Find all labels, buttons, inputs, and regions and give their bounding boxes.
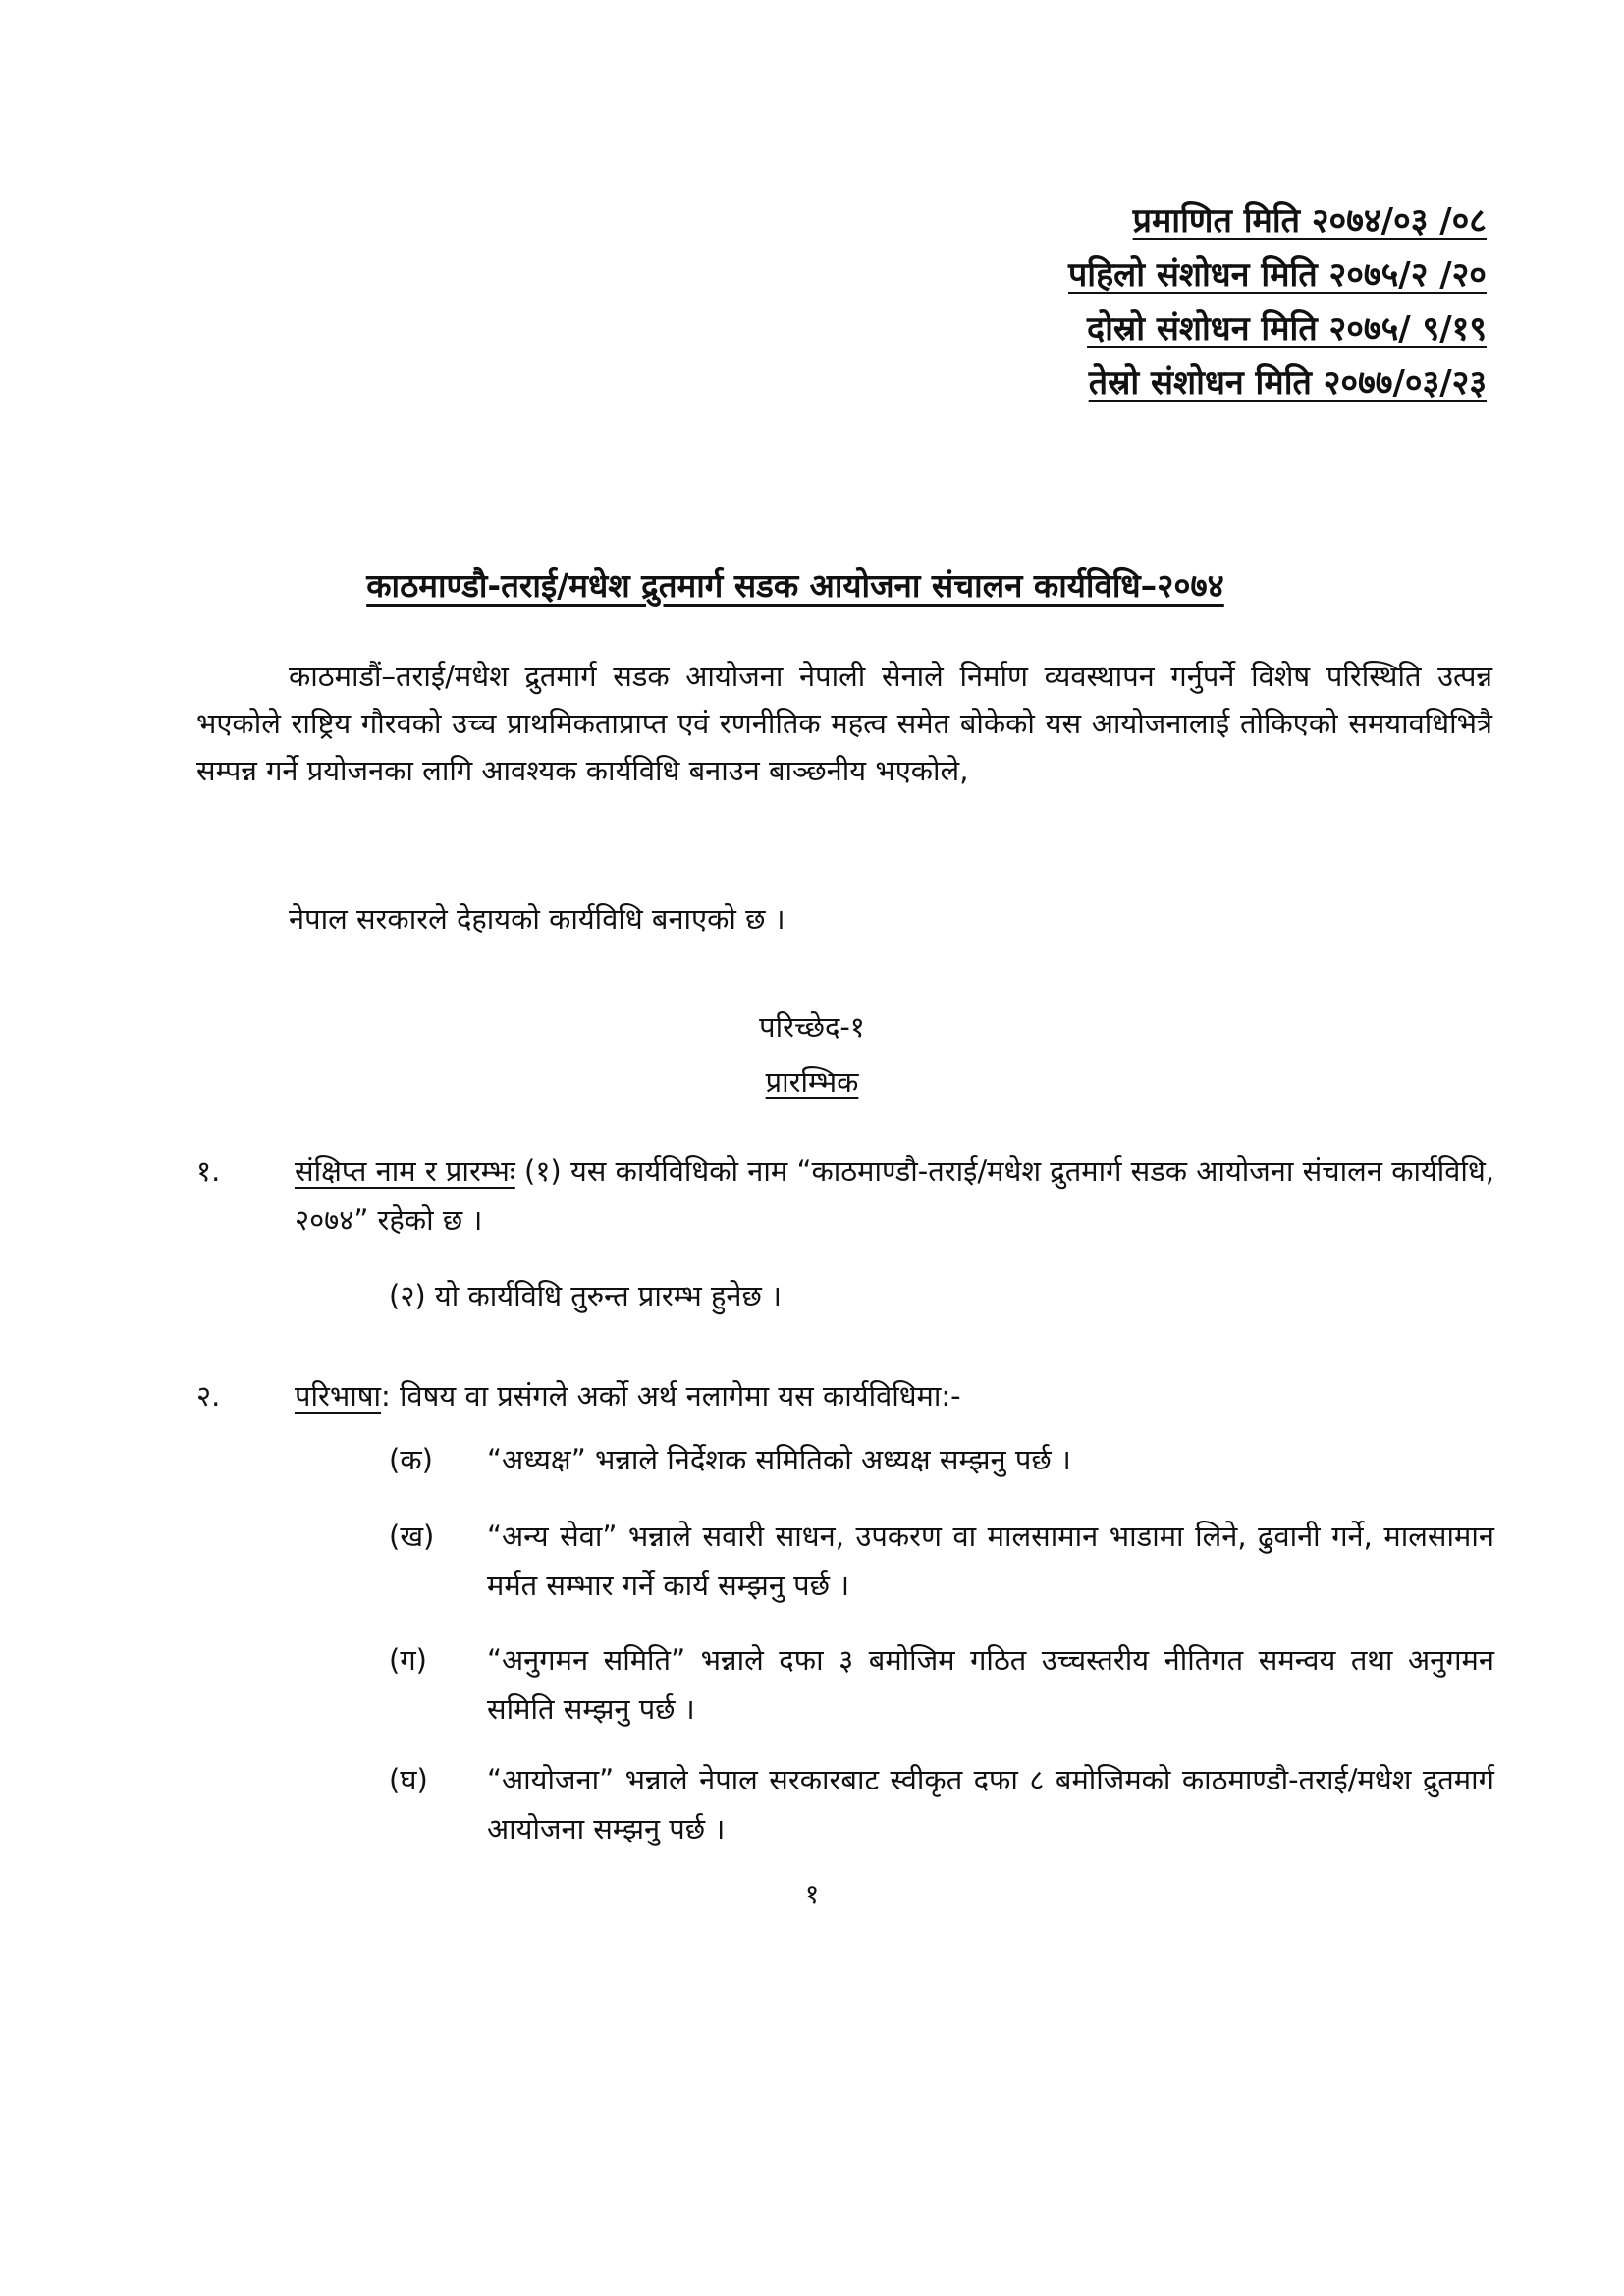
- chapter-number: परिच्छेद-१: [759, 1010, 865, 1043]
- clause-text: “आयोजना” भन्नाले नेपाल सरकारबाट स्वीकृत दफा ८ बमोजिमको काठमाण्डौ-तराई/मधेश द्रुतमार्ग आयोजना सम्झनु पर्छ ।: [487, 1763, 1494, 1845]
- second-amendment-date: दोस्रो संशोधन मिति २०७५/ ९/१९: [1087, 309, 1487, 348]
- page-number: १: [804, 1878, 820, 1910]
- section-1-subsection-2: (२) यो कार्यविधि तुरुन्त प्रारम्भ हुनेछ ।: [389, 1279, 783, 1312]
- section-body: [295, 1371, 1494, 1420]
- clause-label: (घ): [389, 1763, 428, 1796]
- definition-clause: [389, 1512, 1494, 1610]
- certified-date: प्रमाणित मिति २०७४/०३ /०८: [1132, 201, 1487, 240]
- section-1: [196, 1147, 1494, 1245]
- chapter-name: प्रारम्भिक: [765, 1065, 859, 1098]
- section-text: : विषय वा प्रसंगले अर्को अर्थ नलागेमा यस कार्यविधिमा:-: [381, 1379, 961, 1413]
- clause-text: “अन्य सेवा” भन्नाले सवारी साधन, उपकरण वा मालसामान भाडामा लिने, ढुवानी गर्ने, मालसामान मर्मत सम्भार गर्ने कार्य सम्झनु पर्छ ।: [487, 1520, 1494, 1602]
- third-amendment-date: तेस्रो संशोधन मिति २०७७/०३/२३: [1088, 363, 1487, 402]
- clause-label: (क): [389, 1443, 433, 1476]
- definition-clause: [389, 1635, 1494, 1734]
- section-2: [196, 1371, 1494, 1420]
- first-amendment-date: पहिलो संशोधन मिति २०७५/२ /२०: [1068, 255, 1487, 294]
- section-number: २.: [196, 1379, 221, 1413]
- section-body: [295, 1147, 1494, 1245]
- section-heading: संक्षिप्त नाम र प्रारम्भः: [295, 1154, 515, 1188]
- section-heading: परिभाषा: [295, 1379, 382, 1413]
- preamble-paragraph: काठमाडौं–तराई/मधेश द्रुतमार्ग सडक आयोजना नेपाली सेनाले निर्माण व्यवस्थापन गर्नुपर्ने विशेष परिस्थिति उत्पन्न भएकोले राष्ट्रिय गौरवको उच्च प्राथमिकताप्राप्त एवं रणनीतिक महत्व समेत बोकेको यस आयोजनालाई तोकिएको समयावधिभित्रै सम्पन्न गर्ने प्रयोजनका लागि आवश्यक कार्यविधि बनाउन बाञ्छनीय भएकोले,: [196, 660, 1492, 787]
- document-title: काठमाण्डौ-तराई/मधेश द्रुतमार्ग सडक आयोजना संचालन कार्यविधि–२०७४: [366, 566, 1224, 605]
- chapter-heading: [0, 1058, 1624, 1105]
- amendment-dates-block: [740, 194, 1487, 410]
- definition-clause: [389, 1435, 1494, 1484]
- definition-clause: [389, 1755, 1494, 1853]
- clause-text: “अनुगमन समिति” भन्नाले दफा ३ बमोजिम गठित उच्चस्तरीय नीतिगत समन्वय तथा अनुगमन समिति सम्झनु पर्छ ।: [487, 1643, 1494, 1726]
- clause-text: “अध्यक्ष” भन्नाले निर्देशक समितिको अध्यक्ष सम्झनु पर्छ ।: [487, 1443, 1071, 1476]
- enactment-clause: नेपाल सरकारले देहायको कार्यविधि बनाएको छ ।: [289, 902, 785, 935]
- section-number: १.: [196, 1154, 221, 1188]
- clause-label: (ग): [389, 1643, 427, 1677]
- section-text: (१) यस कार्यविधिको नाम “काठमाण्डौ-तराई/मधेश द्रुतमार्ग सडक आयोजना संचालन कार्यविधि, २०७४” रहेको छ ।: [295, 1154, 1494, 1237]
- clause-label: (ख): [389, 1520, 435, 1553]
